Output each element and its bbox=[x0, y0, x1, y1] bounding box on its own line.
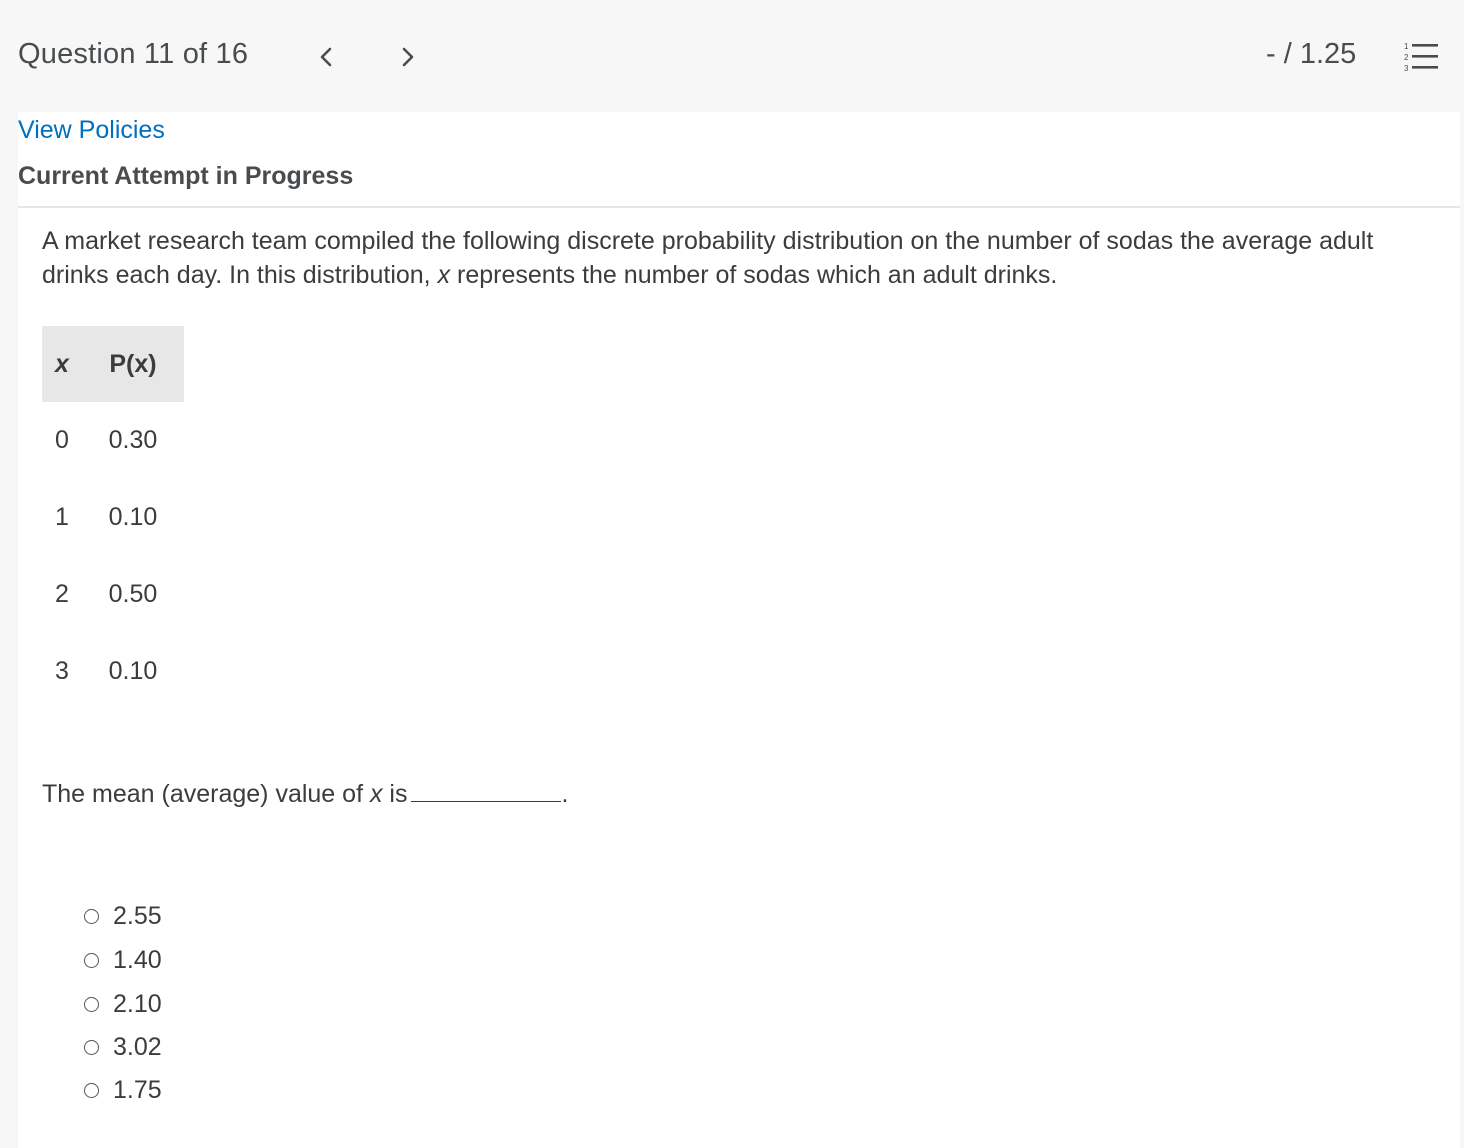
prompt-variable: x bbox=[437, 261, 451, 289]
table-header-row bbox=[42, 326, 184, 402]
question-text-1: The mean (average) value of bbox=[42, 780, 370, 808]
radio-button[interactable] bbox=[84, 953, 99, 968]
question-header bbox=[0, 0, 1464, 112]
answer-option[interactable] bbox=[84, 982, 162, 1026]
table-cell-px: 0.10 bbox=[108, 657, 158, 685]
table-cell-px: 0.10 bbox=[108, 503, 158, 531]
option-label: 1.40 bbox=[113, 945, 162, 974]
table-row bbox=[42, 633, 184, 710]
view-policies-link[interactable]: View Policies bbox=[18, 116, 165, 144]
question-stem bbox=[42, 780, 568, 809]
divider bbox=[18, 206, 1460, 208]
prompt-text-2: represents the number of sodas which an adult drinks. bbox=[450, 261, 1058, 289]
question-content bbox=[18, 112, 1460, 1148]
probability-table bbox=[42, 326, 184, 710]
column-header-x: x bbox=[42, 326, 82, 402]
radio-button[interactable] bbox=[84, 909, 99, 924]
radio-button[interactable] bbox=[84, 1083, 99, 1098]
answer-option[interactable] bbox=[84, 938, 162, 982]
option-label: 2.55 bbox=[113, 901, 162, 930]
table-cell-x: 2 bbox=[55, 580, 69, 608]
question-text-2: is bbox=[382, 780, 408, 808]
table-cell-px: 0.30 bbox=[108, 426, 158, 454]
column-header-px: P(x) bbox=[82, 326, 184, 402]
svg-text:2: 2 bbox=[1404, 53, 1409, 62]
previous-question-button[interactable] bbox=[311, 40, 341, 74]
chevron-right-icon bbox=[400, 45, 416, 69]
option-label: 3.02 bbox=[113, 1032, 162, 1061]
answer-blank bbox=[411, 781, 561, 802]
prompt-text-1: A market research team compiled the following discrete probability distribution on the number of sodas the average adult drinks each day. In this distribution, bbox=[42, 227, 1374, 289]
question-prompt bbox=[42, 224, 1422, 292]
option-label: 2.10 bbox=[113, 989, 162, 1018]
next-question-button[interactable] bbox=[393, 40, 423, 74]
table-row bbox=[42, 402, 184, 479]
table-cell-px: 0.50 bbox=[108, 580, 158, 608]
attempt-status: Current Attempt in Progress bbox=[18, 162, 354, 190]
table-cell-x: 0 bbox=[55, 426, 69, 454]
radio-button[interactable] bbox=[84, 997, 99, 1012]
answer-option[interactable] bbox=[84, 894, 162, 938]
question-counter: Question 11 of 16 bbox=[18, 38, 249, 70]
answer-option[interactable] bbox=[84, 1026, 162, 1068]
option-label: 1.75 bbox=[113, 1075, 162, 1104]
table-cell-x: 1 bbox=[55, 503, 69, 531]
table-row bbox=[42, 556, 184, 633]
radio-button[interactable] bbox=[84, 1040, 99, 1055]
score-display: - / 1.25 bbox=[1266, 38, 1357, 70]
question-end: . bbox=[561, 780, 569, 808]
question-variable: x bbox=[369, 780, 383, 808]
numbered-list-icon bbox=[1402, 40, 1440, 74]
svg-text:1: 1 bbox=[1404, 42, 1409, 51]
svg-text:3: 3 bbox=[1404, 64, 1409, 73]
chevron-left-icon bbox=[318, 45, 334, 69]
answer-option[interactable] bbox=[84, 1068, 162, 1112]
answer-options bbox=[84, 894, 162, 1112]
table-cell-x: 3 bbox=[55, 657, 69, 685]
question-list-button[interactable] bbox=[1402, 40, 1440, 74]
table-row bbox=[42, 479, 184, 556]
